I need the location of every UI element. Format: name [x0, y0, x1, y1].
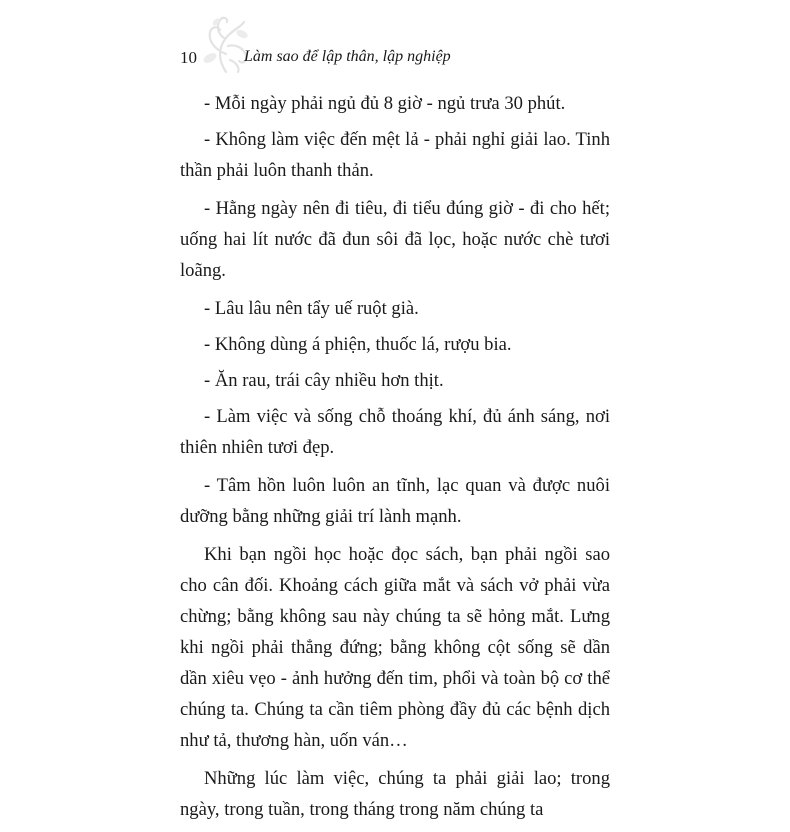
- paragraph: - Làm việc và sống chỗ thoáng khí, đủ ánh sáng, nơi thiên nhiên tươi đẹp.: [180, 406, 610, 458]
- body-text: [180, 88, 610, 832]
- paragraph: - Ăn rau, trái cây nhiều hơn thịt.: [204, 370, 444, 391]
- page-header: [180, 46, 620, 74]
- paragraph: - Không làm việc đến mệt lả - phải nghỉ giải lao. Tinh thần phải luôn thanh thản.: [180, 129, 610, 181]
- page-number: 10: [180, 48, 197, 67]
- paragraph: Khi bạn ngồi học hoặc đọc sách, bạn phải ngồi sao cho cân đối. Khoảng cách giữa mắt và sách vở phải vừa chừng; bằng không sau này chúng ta sẽ hỏng mắt. Lưng khi ngồi phải thẳng đứng; bằng không cột sống sẽ dần dần xiêu vẹo - ảnh hưởng đến tim, phổi và toàn bộ cơ thể chúng ta. Chúng ta cần tiêm phòng đầy đủ các bệnh dịch như tả, thương hàn, uốn ván…: [180, 544, 610, 751]
- paragraph: - Không dùng á phiện, thuốc lá, rượu bia.: [204, 334, 512, 355]
- paragraph: - Lâu lâu nên tẩy uế ruột già.: [204, 298, 419, 319]
- paragraph: - Mỗi ngày phải ngủ đủ 8 giờ - ngủ trưa 30 phút.: [204, 93, 566, 114]
- paragraph: Những lúc làm việc, chúng ta phải giải lao; trong ngày, trong tuần, trong tháng trong năm chúng ta: [180, 768, 610, 820]
- paragraph: - Hằng ngày nên đi tiêu, đi tiểu đúng giờ - đi cho hết; uống hai lít nước đã đun sôi đã lọc, hoặc nước chè tươi loãng.: [180, 198, 610, 281]
- paragraph: - Tâm hồn luôn luôn an tĩnh, lạc quan và được nuôi dưỡng bằng những giải trí lành mạnh.: [180, 475, 610, 527]
- running-title: Làm sao để lập thân, lập nghiệp: [244, 48, 451, 65]
